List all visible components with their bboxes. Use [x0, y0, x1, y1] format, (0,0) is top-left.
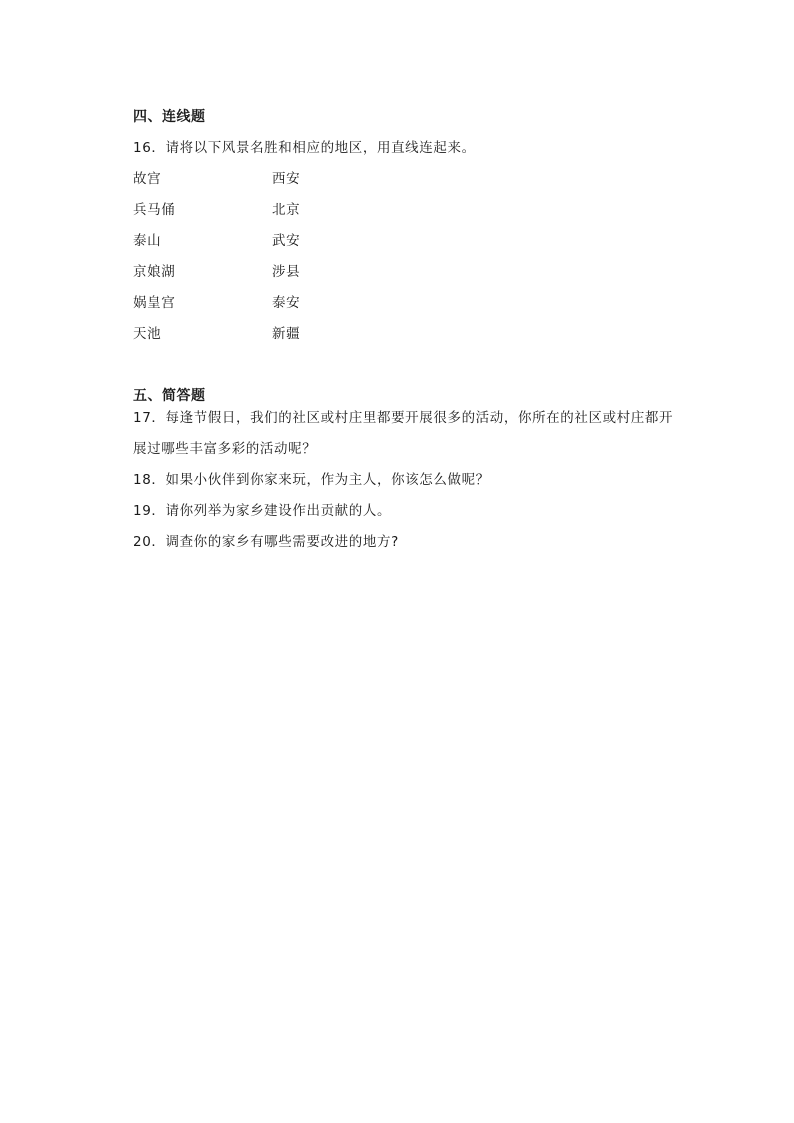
landmark-item: 兵马俑 [133, 202, 176, 218]
question-17-line-2: 展过哪些丰富多彩的活动呢？ [133, 441, 317, 457]
question-16: 16．请将以下风景名胜和相应的地区，用直线连起来。 [133, 140, 476, 156]
question-17-line-1: 17．每逢节假日，我们的社区或村庄里都要开展很多的活动，你所在的社区或村庄都开 [133, 410, 674, 426]
matching-row [133, 261, 693, 283]
matching-row [133, 199, 693, 221]
region-item: 西安 [272, 171, 301, 187]
landmark-item: 故宫 [133, 171, 162, 187]
matching-row [133, 323, 693, 345]
matching-row [133, 168, 693, 190]
region-item: 新疆 [272, 326, 301, 342]
question-20: 20．调查你的家乡有哪些需要改进的地方? [133, 534, 399, 550]
region-item: 武安 [272, 233, 301, 249]
region-item: 北京 [272, 202, 301, 218]
question-18: 18．如果小伙伴到你家来玩，作为主人，你该怎么做呢？ [133, 472, 490, 488]
section-title-matching: 四、连线题 [133, 109, 206, 125]
matching-row [133, 292, 693, 314]
landmark-item: 泰山 [133, 233, 162, 249]
landmark-item: 娲皇宫 [133, 295, 176, 311]
region-item: 涉县 [272, 264, 301, 280]
matching-row [133, 230, 693, 252]
question-19: 19．请你列举为家乡建设作出贡献的人。 [133, 503, 392, 519]
region-item: 泰安 [272, 295, 301, 311]
section-title-short-answer: 五、简答题 [133, 388, 206, 404]
matching-table [133, 168, 693, 345]
landmark-item: 天池 [133, 326, 162, 342]
landmark-item: 京娘湖 [133, 264, 176, 280]
page-content [133, 106, 693, 553]
